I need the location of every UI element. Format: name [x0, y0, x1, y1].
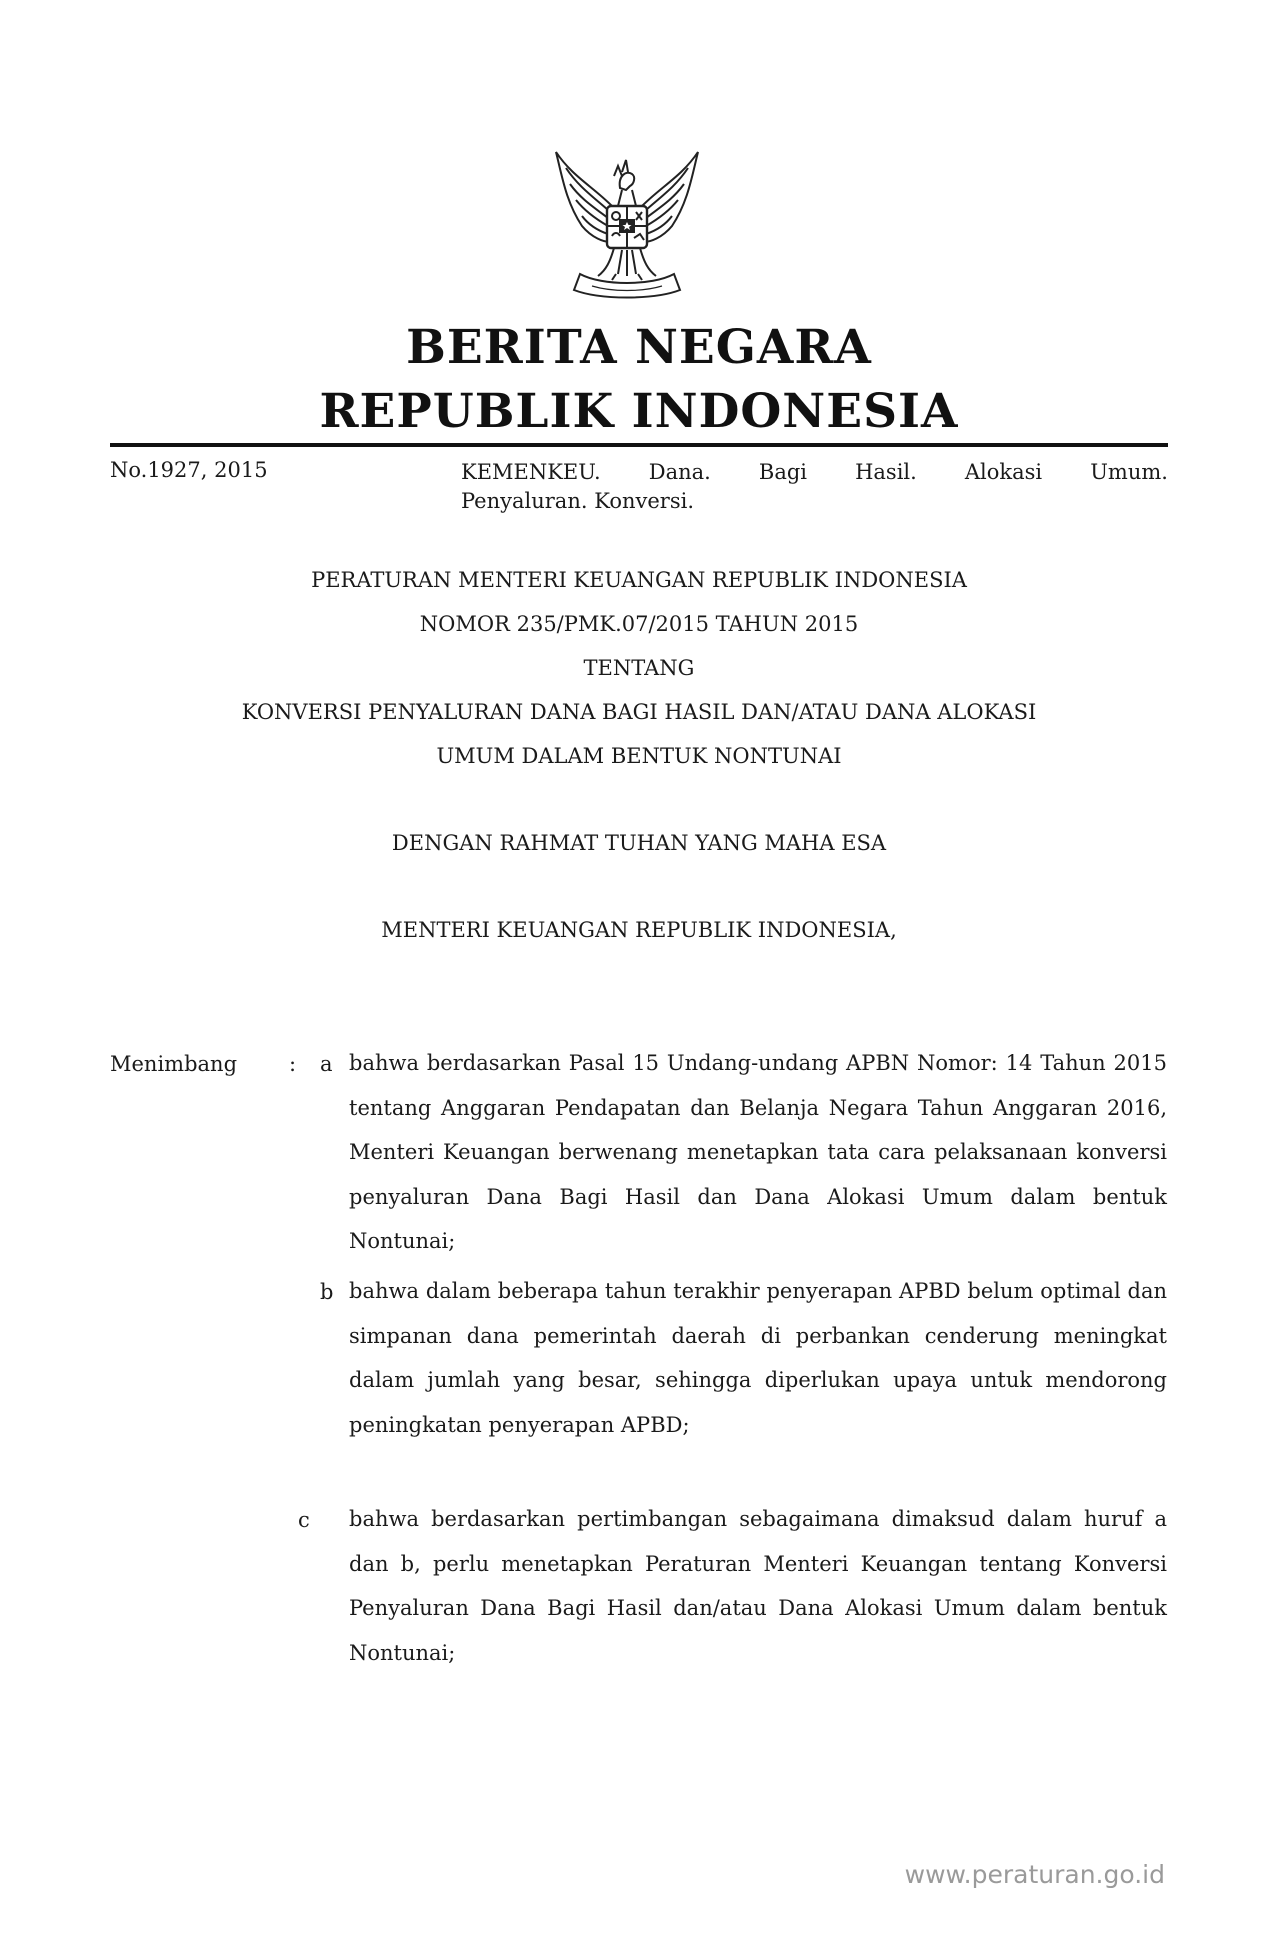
regulation-tentang: TENTANG — [583, 656, 695, 680]
masthead-title-line2: REPUBLIK INDONESIA — [319, 384, 959, 439]
masthead-title-line1: BERITA NEGARA — [406, 320, 872, 375]
subject-line1 — [461, 458, 1168, 487]
invocation: DENGAN RAHMAT TUHAN YANG MAHA ESA — [391, 831, 887, 855]
regulation-subject-line2: UMUM DALAM BENTUK NONTUNAI — [436, 744, 842, 768]
subject-word: Bagi — [758, 460, 808, 484]
item-letter: b — [320, 1280, 334, 1304]
item-letter: c — [298, 1508, 310, 1532]
consideration-paragraph: bahwa berdasarkan pertimbangan sebagaimana dimaksud dalam huruf a dan b, perlu menetapkan Peraturan Menteri Keuangan tentang Konversi Penyaluran Dana Bagi Hasil dan/atau Dana Alokasi Umum dalam bentuk Nontunai; — [349, 1507, 1167, 1665]
item-letter: a — [320, 1052, 333, 1076]
subject-line2: Penyaluran. Konversi. — [461, 489, 694, 513]
gazette-subject — [461, 458, 1168, 516]
subject-word: Dana. — [648, 460, 711, 484]
gazette-number: No.1927, 2015 — [110, 458, 268, 482]
subject-word: Umum. — [1090, 460, 1168, 484]
subject-word: KEMENKEU. — [461, 460, 601, 484]
subject-word: Alokasi — [964, 460, 1043, 484]
masthead-divider — [110, 443, 1168, 447]
subject-word: Hasil. — [855, 460, 917, 484]
consideration-paragraph: bahwa berdasarkan Pasal 15 Undang-undang APBN Nomor: 14 Tahun 2015 tentang Anggaran Pendapatan dan Belanja Negara Tahun Anggaran 2016, Menteri Keuangan berwenang menetapkan tata cara pelaksanaan konversi penyaluran Dana Bagi Hasil dan Dana Alokasi Umum dalam bentuk Nontunai; — [349, 1051, 1167, 1253]
footer-url: www.peraturan.go.id — [904, 1860, 1165, 1889]
regulation-title-line1: PERATURAN MENTERI KEUANGAN REPUBLIK INDONESIA — [311, 568, 967, 592]
garuda-pancasila-emblem-icon — [552, 146, 702, 306]
issuer: MENTERI KEUANGAN REPUBLIK INDONESIA, — [381, 918, 897, 942]
consideration-paragraph: bahwa dalam beberapa tahun terakhir penyerapan APBD belum optimal dan simpanan dana pemerintah daerah di perbankan cenderung meningkat dalam jumlah yang besar, sehingga diperlukan upaya untuk mendorong peningkatan penyerapan APBD; — [349, 1279, 1167, 1437]
regulation-number: NOMOR 235/PMK.07/2015 TAHUN 2015 — [419, 612, 859, 636]
regulation-subject-line1: KONVERSI PENYALURAN DANA BAGI HASIL DAN/ATAU DANA ALOKASI — [241, 700, 1037, 724]
considerations-label: Menimbang — [110, 1052, 238, 1076]
considerations-colon: : — [289, 1052, 297, 1076]
